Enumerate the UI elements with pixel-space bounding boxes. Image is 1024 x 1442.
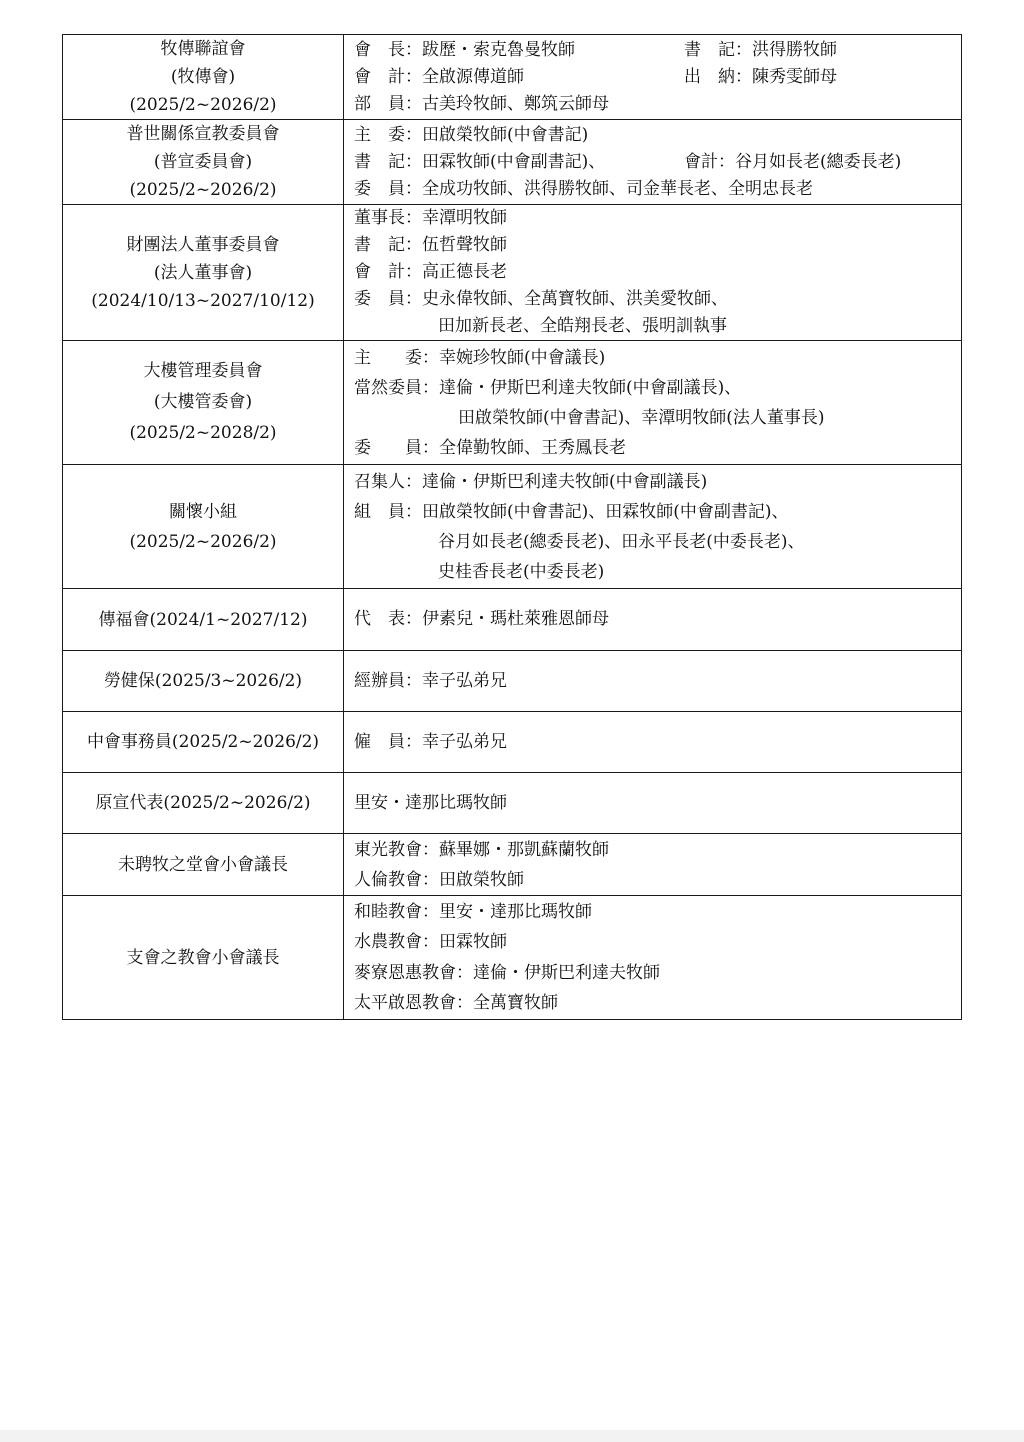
member-line: 和睦教會：里安・達那比瑪牧師 <box>354 901 592 922</box>
committee-name: 中會事務員(2025/2~2026/2) <box>86 732 320 752</box>
committee-name-cell <box>63 896 344 1020</box>
committee-name-cell <box>63 205 344 341</box>
member-line: 代 表：伊素兒・瑪杜萊雅恩師母 <box>354 609 609 629</box>
member-line <box>354 64 961 91</box>
member-entry: 會 計：全啟源傳道師 <box>354 66 524 87</box>
committee-members-cell <box>344 35 962 120</box>
table-row <box>63 834 962 896</box>
member-line: 經辦員：幸子弘弟兄 <box>354 670 507 691</box>
committee-abbreviation: (普宣委員會) <box>153 152 253 172</box>
committee-name: 原宣代表(2025/2~2026/2) <box>95 793 311 813</box>
member-line: 史桂香長老(中委長老) <box>438 561 605 582</box>
committee-name: 普世關係宣教委員會 <box>126 124 280 144</box>
member-line: 委 員：全成功牧師、洪得勝牧師、司金華長老、全明忠長老 <box>354 178 813 199</box>
committee-name: 傳福會(2024/1~2027/12) <box>98 609 308 630</box>
committee-name-cell <box>63 589 344 651</box>
member-entry: 會 長：跋歷・索克魯曼牧師 <box>354 39 575 60</box>
committee-term: (2025/2~2026/2) <box>129 531 277 552</box>
committee-name-cell <box>63 35 344 120</box>
member-line: 委 員：史永偉牧師、全萬寶牧師、洪美愛牧師、 <box>354 289 728 309</box>
committee-name-cell <box>63 651 344 712</box>
committee-term: (2025/2~2026/2) <box>129 180 277 200</box>
committee-members-cell <box>344 341 962 465</box>
committee-name-cell <box>63 341 344 465</box>
committee-members-cell <box>344 465 962 589</box>
committee-members-cell <box>344 712 962 773</box>
member-line: 主 委：幸婉珍牧師(中會議長) <box>354 347 606 368</box>
table-row <box>63 712 962 773</box>
committee-members-cell <box>344 589 962 651</box>
committee-name: 支會之教會小會議長 <box>126 947 280 968</box>
member-line: 書 記：伍哲聲牧師 <box>354 235 507 255</box>
member-entry: 書 記：田霖牧師(中會副書記)、 <box>354 151 606 172</box>
committee-name: 未聘牧之堂會小會議長 <box>118 854 288 875</box>
member-entry: 出 納：陳秀雯師母 <box>684 66 837 87</box>
committee-members-cell <box>344 205 962 341</box>
table-row <box>63 773 962 834</box>
committee-term: (2025/2~2026/2) <box>129 95 277 115</box>
member-line: 田加新長老、全皓翔長老、張明訓執事 <box>438 316 727 336</box>
member-line: 太平啟恩教會：全萬寶牧師 <box>354 993 558 1013</box>
member-line: 董事長：幸潭明牧師 <box>354 208 507 228</box>
table-row <box>63 341 962 465</box>
member-line: 人倫教會：田啟榮牧師 <box>354 869 524 890</box>
committee-table <box>62 34 962 1020</box>
committee-members-cell <box>344 834 962 896</box>
member-entry: 會計：谷月如長老(總委長老) <box>684 151 902 172</box>
member-line: 田啟榮牧師(中會書記)、幸潭明牧師(法人董事長) <box>458 407 825 428</box>
committee-abbreviation: (大樓管委會) <box>153 392 253 412</box>
member-line: 麥寮恩惠教會：達倫・伊斯巴利達夫牧師 <box>354 962 660 983</box>
member-line: 會 計：高正德長老 <box>354 262 507 282</box>
table-row <box>63 651 962 712</box>
committee-name-cell <box>63 465 344 589</box>
member-line: 僱 員：幸子弘弟兄 <box>354 731 507 752</box>
table-row <box>63 35 962 120</box>
committee-term: (2025/2~2028/2) <box>129 423 277 443</box>
member-line: 組 員：田啟榮牧師(中會書記)、田霖牧師(中會副書記)、 <box>354 501 789 522</box>
member-line: 部 員：古美玲牧師、鄭筑云師母 <box>354 93 609 114</box>
member-line: 委 員：全偉勤牧師、王秀鳳長老 <box>354 437 626 458</box>
table-row <box>63 205 962 341</box>
committee-name: 財團法人董事委員會 <box>126 234 280 255</box>
table-row <box>63 465 962 589</box>
table-row <box>63 589 962 651</box>
viewer-bottom-bar <box>0 1430 1024 1442</box>
member-line: 召集人：達倫・伊斯巴利達夫牧師(中會副議長) <box>354 471 708 492</box>
committee-members-cell <box>344 651 962 712</box>
committee-members-cell <box>344 773 962 834</box>
committee-name: 勞健保(2025/3~2026/2) <box>103 671 303 691</box>
member-entry: 書 記：洪得勝牧師 <box>684 39 837 60</box>
committee-members-cell <box>344 896 962 1020</box>
committee-members-cell <box>344 120 962 205</box>
member-line: 谷月如長老(總委長老)、田永平長老(中委長老)、 <box>438 531 805 552</box>
member-line <box>354 149 961 176</box>
member-line: 東光教會：蘇畢娜・那凱蘇蘭牧師 <box>354 839 609 860</box>
committee-name: 大樓管理委員會 <box>143 361 263 381</box>
member-line <box>354 37 961 64</box>
member-line: 水農教會：田霖牧師 <box>354 932 507 952</box>
committee-name-cell <box>63 712 344 773</box>
committee-name-cell <box>63 773 344 834</box>
member-line: 主 委：田啟榮牧師(中會書記) <box>354 124 589 145</box>
committee-term: (2024/10/13~2027/10/12) <box>91 290 315 311</box>
committee-name-cell <box>63 834 344 896</box>
table-row <box>63 120 962 205</box>
committee-name: 牧傳聯誼會 <box>160 39 246 59</box>
committee-abbreviation: (牧傳會) <box>170 67 236 87</box>
committee-name: 關懷小組 <box>169 501 237 522</box>
committee-name-cell <box>63 120 344 205</box>
member-line: 里安・達那比瑪牧師 <box>354 792 507 813</box>
member-line: 當然委員：達倫・伊斯巴利達夫牧師(中會副議長)、 <box>354 377 742 398</box>
table-row <box>63 896 962 1020</box>
committee-abbreviation: (法人董事會) <box>153 262 253 283</box>
